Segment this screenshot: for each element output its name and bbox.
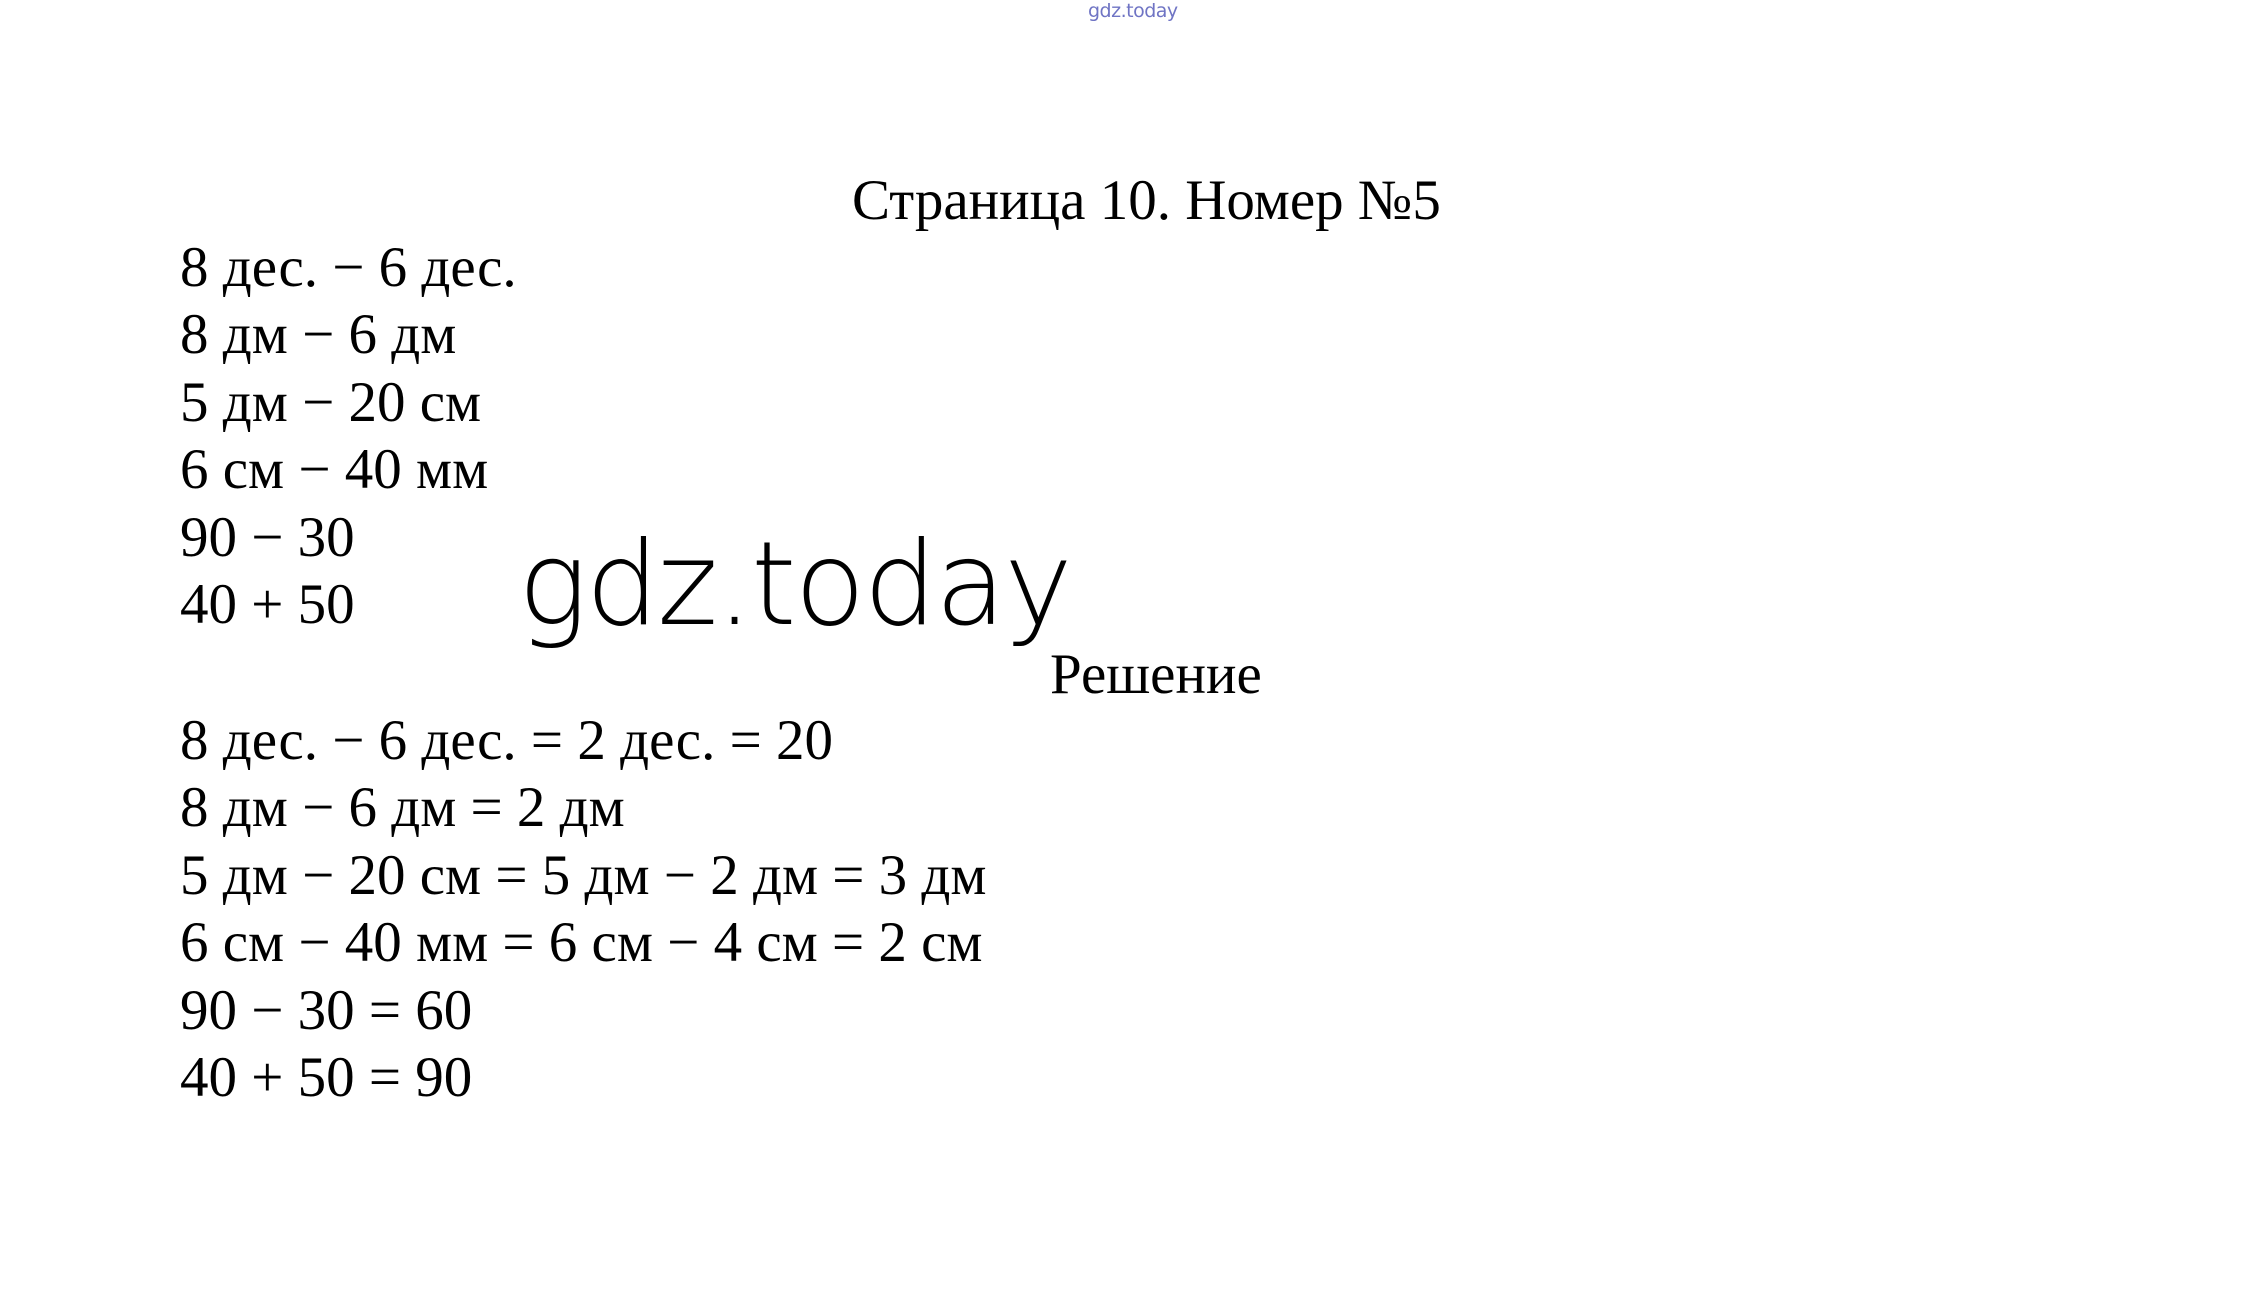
- solution-heading: Решение: [1050, 643, 1262, 706]
- top-watermark: gdz.today: [1088, 0, 1178, 22]
- task-line: 8 дес. − 6 дес.: [180, 236, 517, 299]
- center-watermark: gdz.today: [518, 517, 1071, 652]
- solution-line: 40 + 50 = 90: [180, 1046, 473, 1110]
- solution-line: 8 дес. − 6 дес. = 2 дес. = 20: [180, 709, 833, 772]
- solution-line: 90 − 30 = 60: [180, 978, 473, 1042]
- solution-line: 8 дм − 6 дм = 2 дм: [180, 776, 625, 840]
- solution-list: [180, 707, 987, 1111]
- solution-line: 5 дм − 20 см = 5 дм − 2 дм = 3 дм: [180, 843, 987, 907]
- task-line: 5 дм − 20 см: [180, 370, 482, 434]
- page-title: Страница 10. Номер №5: [852, 169, 1441, 232]
- task-list: [180, 234, 517, 638]
- task-line: 40 + 50: [180, 573, 355, 637]
- task-line: 8 дм − 6 дм: [180, 303, 457, 367]
- task-line: 90 − 30: [180, 505, 355, 569]
- task-line: 6 см − 40 мм: [180, 438, 489, 502]
- solution-line: 6 см − 40 мм = 6 см − 4 см = 2 см: [180, 911, 983, 975]
